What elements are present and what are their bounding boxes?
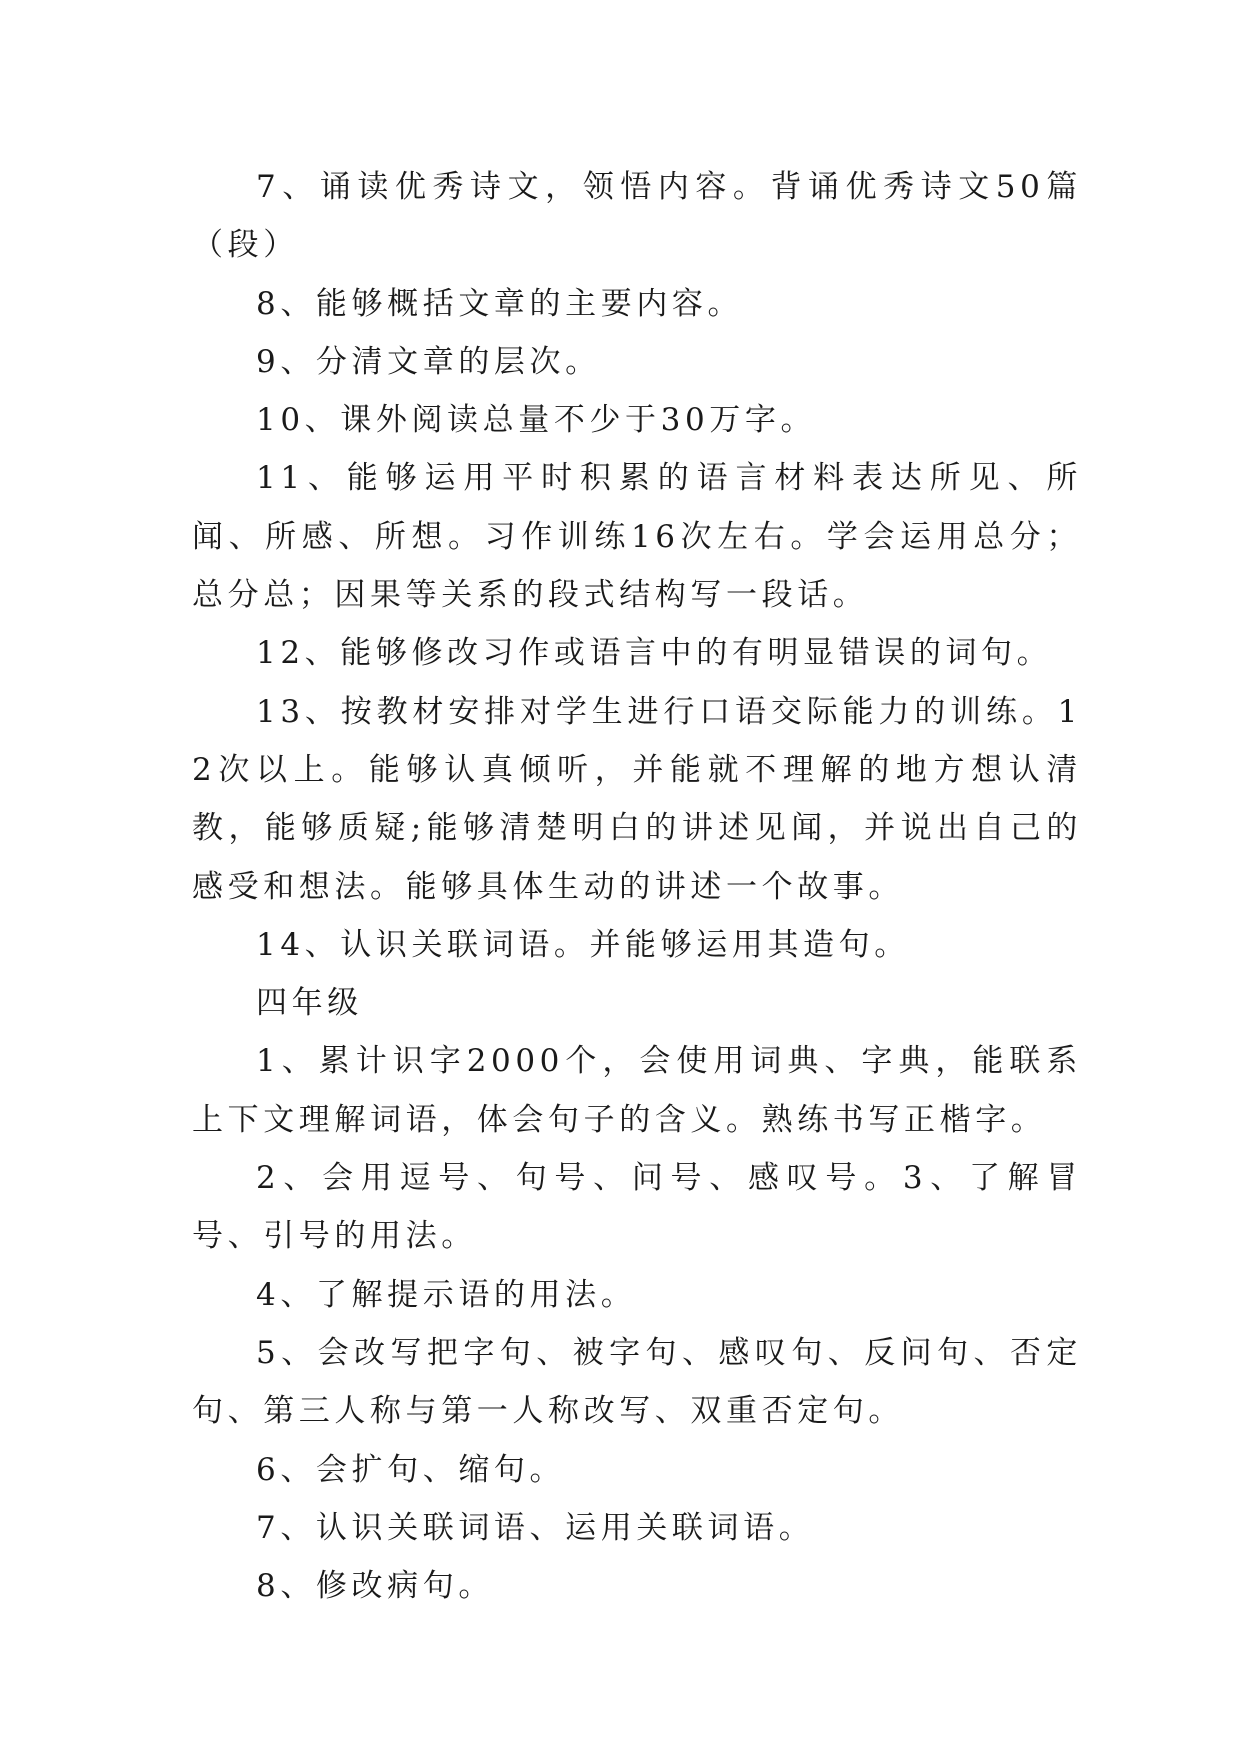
paragraph-item-7-conjunctions: 7、认识关联词语、运用关联词语。	[256, 1509, 815, 1546]
paragraph-item-13-oral: 13、按教材安排对学生进行口语交际能力的训练。12次以上。能够认真倾听，并能就不理解的地方想认清教，能够质疑;能够清楚明白的讲述见闻，并说出自己的感受和想法。能够具体生动的讲述一个故事。	[192, 693, 1082, 905]
paragraph-item-8-errors: 8、修改病句。	[256, 1568, 494, 1605]
paragraph-item-14-conjunctions: 14、认识关联词语。并能够运用其造句。	[256, 926, 910, 963]
paragraph-item-10-reading: 10、课外阅读总量不少于30万字。	[256, 402, 817, 439]
paragraph-item-1-characters: 1、累计识字2000个，会使用词典、字典，能联系上下文理解词语，体会句子的含义。熟练书写正楷字。	[192, 1043, 1082, 1138]
paragraph-item-11-writing: 11、能够运用平时积累的语言材料表达所见、所闻、所感、所想。习作训练16次左右。学会运用总分；总分总；因果等关系的段式结构写一段话。	[192, 460, 1082, 614]
paragraph-item-5-rewrite: 5、会改写把字句、被字句、感叹句、反问句、否定句、第三人称与第一人称改写、双重否定句。	[192, 1334, 1082, 1430]
paragraph-item-12-revise: 12、能够修改习作或语言中的有明显错误的词句。	[256, 635, 1053, 672]
paragraph-item-2-punctuation: 2、会用逗号、句号、问号、感叹号。3、了解冒号、引号的用法。	[192, 1160, 1082, 1255]
paragraph-item-6-expand: 6、会扩句、缩句。	[256, 1451, 566, 1488]
paragraph-item-4-prompts: 4、了解提示语的用法。	[256, 1276, 637, 1313]
paragraph-item-7-recite: 7、诵读优秀诗文，领悟内容。背诵优秀诗文50篇（段）	[192, 169, 1082, 264]
section-heading-grade-four: 四年级	[256, 985, 363, 1022]
document-body	[192, 158, 1082, 1615]
paragraph-item-9-structure: 9、分清文章的层次。	[256, 343, 601, 380]
paragraph-item-8-summarize: 8、能够概括文章的主要内容。	[256, 285, 744, 322]
